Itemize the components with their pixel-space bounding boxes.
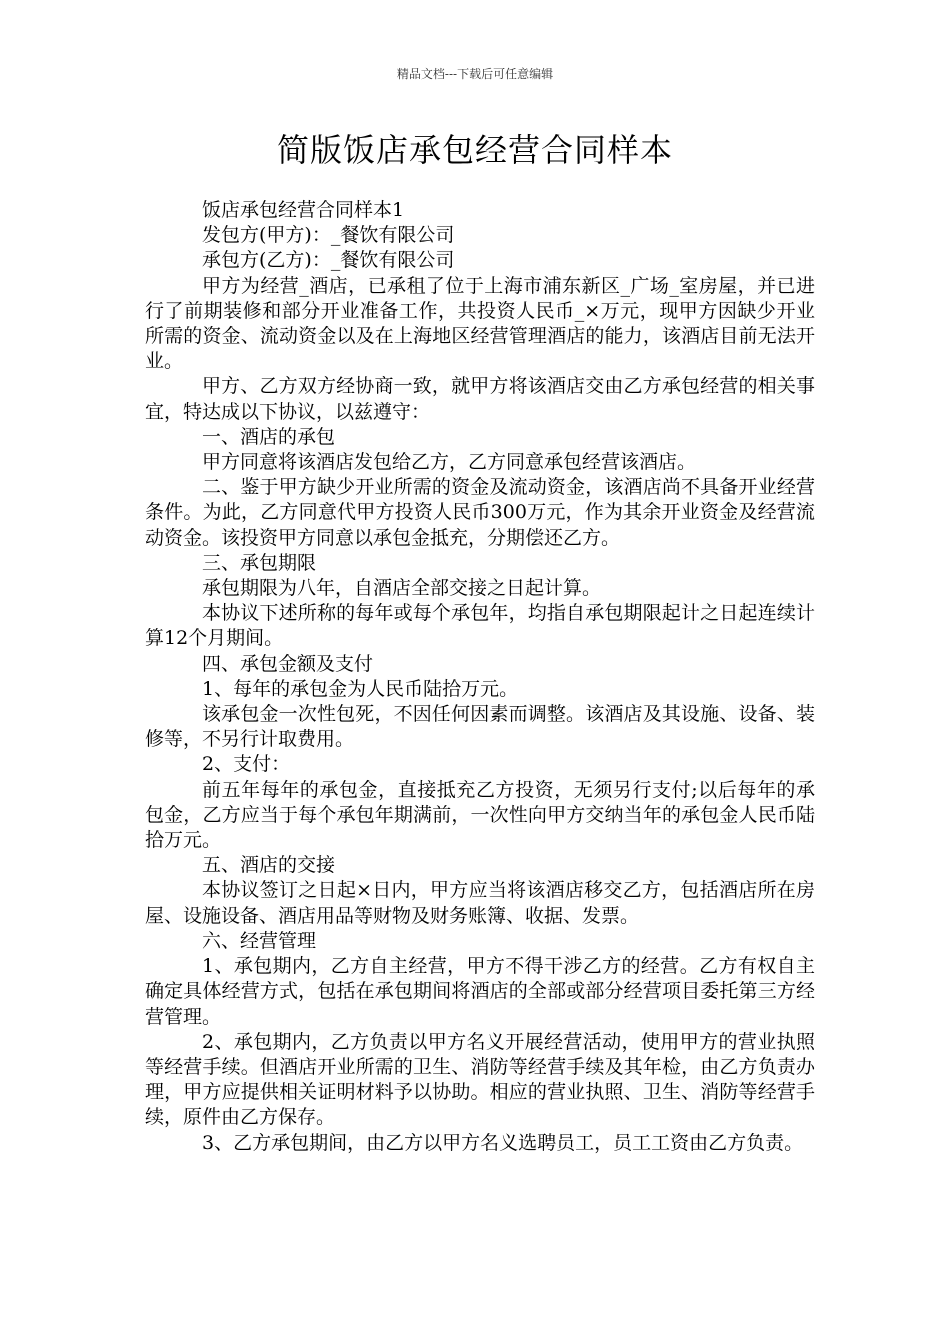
paragraph-6-2: 2、承包期内，乙方负责以甲方名义开展经营活动，使用甲方的营业执照等经营手续。但酒店开业所需的卫生、消防等经营手续及其年检，由乙方负责办理，甲方应提供相关证明材料予以协助。相应的营业执照、卫生、消防等经营手续，原件由乙方保存。 (145, 1030, 815, 1129)
paragraph-3a: 承包期限为八年，自酒店全部交接之日起计算。 (202, 577, 602, 600)
paragraph-3b: 本协议下述所称的每年或每个承包年，均指自承包期限起计之日起连续计算12个月期间。 (145, 602, 815, 650)
section-heading-4: 四、承包金额及支付 (202, 652, 374, 675)
paragraph-4-1b: 该承包金一次性包死，不因任何因素而调整。该酒店及其设施、设备、装修等，不另行计取费用。 (145, 703, 815, 751)
section-heading-6: 六、经营管理 (202, 929, 317, 952)
section-heading-3: 三、承包期限 (202, 551, 317, 574)
header-note: 精品文档---下载后可任意编辑 (396, 67, 554, 81)
paragraph-sample-heading: 饭店承包经营合同样本1 (202, 199, 405, 221)
paragraph-party-a: 发包方(甲方)：_餐饮有限公司 (202, 224, 455, 247)
paragraph-agreement-intro: 甲方、乙方双方经协商一致，就甲方将该酒店交由乙方承包经营的相关事宜，特达成以下协议，以兹遵守： (145, 375, 815, 423)
paragraph-4-1: 1、每年的承包金为人民币陆拾万元。 (202, 677, 519, 700)
paragraph-5: 本协议签订之日起×日内，甲方应当将该酒店移交乙方，包括酒店所在房屋、设施设备、酒店用品等财物及财务账簿、收据、发票。 (145, 879, 815, 927)
paragraph-2: 二、鉴于甲方缺少开业所需的资金及流动资金，该酒店尚不具备开业经营条件。为此，乙方同意代甲方投资人民币300万元，作为其余开业资金及经营流动资金。该投资甲方同意以承包金抵充，分期偿还乙方。 (145, 476, 815, 549)
document-body (145, 198, 815, 1156)
section-heading-1: 一、酒店的承包 (202, 425, 336, 448)
paragraph-6-1: 1、承包期内，乙方自主经营，甲方不得干涉乙方的经营。乙方有权自主确定具体经营方式，包括在承包期间将酒店的全部或部分经营项目委托第三方经营管理。 (145, 955, 815, 1028)
paragraph-1: 甲方同意将该酒店发包给乙方，乙方同意承包经营该酒店。 (202, 451, 697, 474)
paragraph-4-2: 2、支付： (202, 753, 291, 776)
paragraph-6-3: 3、乙方承包期间，由乙方以甲方名义选聘员工，员工工资由乙方负责。 (202, 1131, 804, 1154)
paragraph-background: 甲方为经营_酒店，已承租了位于上海市浦东新区_广场_室房屋，并已进行了前期装修和部分开业准备工作，共投资人民币_×万元，现甲方因缺少开业所需的资金、流动资金以及在上海地区经营管理酒店的能力，该酒店目前无法开业。 (145, 274, 815, 373)
document-title: 简版饭店承包经营合同样本 (276, 131, 673, 169)
section-heading-5: 五、酒店的交接 (202, 854, 336, 877)
paragraph-4-2b: 前五年每年的承包金，直接抵充乙方投资，无须另行支付;以后每年的承包金，乙方应当于每个承包年期满前，一次性向甲方交纳当年的承包金人民币陆拾万元。 (145, 778, 815, 852)
paragraph-party-b: 承包方(乙方)：_餐饮有限公司 (202, 249, 455, 272)
